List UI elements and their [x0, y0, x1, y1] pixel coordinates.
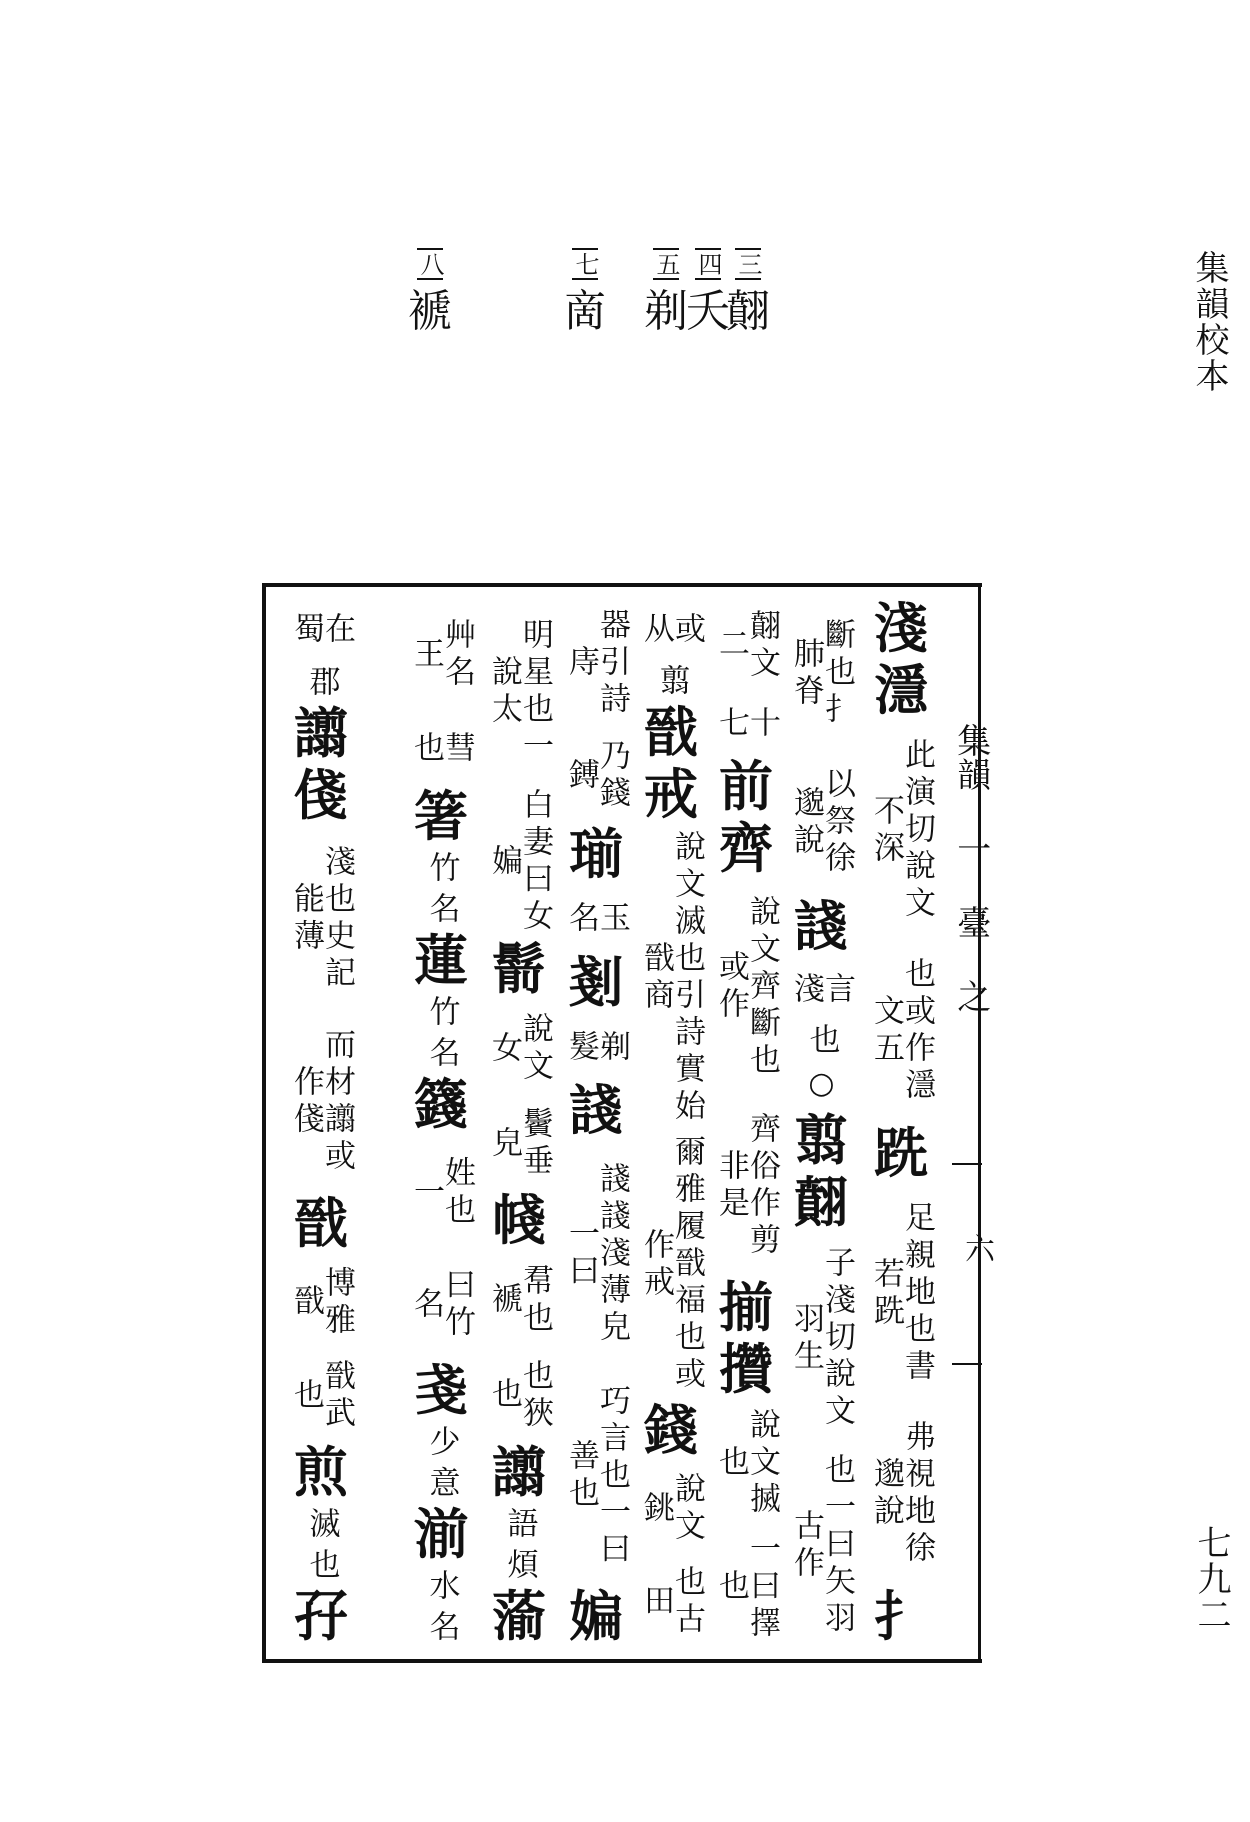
text-column	[788, 599, 855, 1649]
text-column	[563, 599, 630, 1649]
block-heart-strip	[950, 583, 994, 1663]
annotation-text: 巧言也一曰善也	[563, 1383, 630, 1569]
section-marker: ○	[804, 1066, 839, 1107]
headword-character: 前	[719, 753, 773, 818]
annotation-text: 少	[423, 1425, 460, 1462]
book-title: 集韻校本	[1189, 250, 1229, 394]
headword-character: 諓	[794, 894, 848, 958]
annotation-text: 說文銚	[638, 1472, 705, 1547]
headword-character: 剗	[569, 950, 623, 1015]
annotation-text: 淺也史記能薄	[288, 845, 355, 994]
collation-note	[563, 248, 607, 337]
annotation-text: 也狹也	[486, 1358, 553, 1433]
annotation-text: 弗視地徐邈說	[868, 1420, 935, 1569]
annotation-text: 斷也扌肺脊	[788, 618, 855, 729]
annotation-text: 此演切說文不深	[868, 738, 935, 924]
headword-character: 譾	[294, 700, 348, 765]
headword-character: 煎	[294, 1439, 348, 1504]
text-column	[713, 599, 780, 1649]
annotation-text: 說文搣也	[713, 1407, 780, 1519]
note-character: 剃	[644, 286, 688, 337]
block-heart-leaf-number: 六	[959, 1233, 994, 1263]
annotation-text: 諓諓淺薄皃一曰	[563, 1161, 630, 1347]
note-character: 褫	[408, 286, 452, 337]
headword-character: 瑐	[569, 821, 623, 886]
headword-character: 齊	[719, 815, 773, 880]
headword-character: 蓮	[414, 928, 468, 992]
annotation-text: 以祭徐邈說	[788, 767, 855, 878]
annotation-text: 一曰擇也	[713, 1531, 780, 1643]
annotation-text: 說文齊斷也或作	[713, 894, 780, 1080]
annotation-text: 名	[423, 1036, 460, 1073]
annotation-text: 言淺	[788, 971, 855, 1009]
annotation-text: 足親地也書若跣	[868, 1201, 935, 1387]
note-number: 四	[695, 248, 721, 280]
headword-character: 翸	[794, 1170, 848, 1234]
annotation-text: 水	[423, 1569, 460, 1606]
headword-character: 譾	[492, 1439, 546, 1504]
headword-character: 跣	[874, 1121, 928, 1185]
note-number: 五	[653, 248, 679, 280]
annotation-text: 子淺切說文羽生	[788, 1246, 855, 1431]
headword-character: 戩	[644, 700, 698, 765]
annotation-text: 翸文二	[713, 608, 780, 683]
note-character: 夭	[686, 286, 730, 337]
headword-character: 湔	[414, 1502, 468, 1566]
annotation-text: 也一曰矢羽古作	[788, 1453, 855, 1638]
annotation-text: 滅	[303, 1506, 340, 1544]
annotation-text: 剃髮	[563, 1029, 630, 1067]
headword-character: 籛	[414, 1072, 468, 1136]
headword-character: 揃	[719, 1274, 773, 1339]
note-character: 翸	[726, 286, 770, 337]
headword-character: 淺	[874, 596, 928, 660]
annotation-text: 器引詩庤	[563, 607, 630, 719]
headword-character: 扌	[874, 1584, 928, 1648]
annotation-text: 在蜀	[288, 612, 355, 650]
woodblock-panel	[262, 583, 994, 1663]
annotation-text: 名	[423, 892, 460, 929]
annotation-text: 十七	[713, 706, 780, 744]
headword-character: 諓	[569, 1078, 623, 1143]
block-heart-title: 集韻 一 臺 之	[950, 723, 991, 1013]
annotation-text: 竹	[423, 851, 460, 888]
annotation-text: 說文滅也引詩實始戩商	[638, 830, 705, 1127]
annotation-text: 乃錢鎛	[563, 739, 630, 814]
annotation-text: 也或作濦文五	[868, 957, 935, 1106]
annotation-text: 彗也	[408, 730, 475, 768]
annotation-text: 帬也褫	[486, 1263, 553, 1338]
annotation-text: 戩武也	[288, 1359, 355, 1434]
text-column	[408, 599, 475, 1649]
annotation-text: 曰竹名	[408, 1268, 475, 1342]
annotation-text: 博雅戩	[288, 1265, 355, 1340]
headword-character: 戩	[294, 1190, 348, 1255]
annotation-text: 而材譾或作俴	[288, 1028, 355, 1177]
headword-character: 錢	[644, 1397, 698, 1462]
text-column	[868, 596, 935, 1649]
annotation-text: 玉名	[563, 901, 630, 939]
annotation-text: 爾雅履戩福也或作戒	[638, 1135, 705, 1395]
headword-character: 攢	[719, 1336, 773, 1401]
text-column	[486, 599, 553, 1649]
headword-character: 戒	[644, 762, 698, 827]
annotation-text: 白妻曰女媥	[486, 788, 553, 937]
headword-character: 濦	[874, 658, 928, 722]
annotation-text: 竹	[423, 995, 460, 1032]
annotation-text: 語	[501, 1506, 538, 1544]
note-number: 七	[572, 248, 598, 280]
block-heart-rule	[952, 1363, 982, 1365]
note-number: 八	[417, 248, 443, 280]
annotation-text: 翦	[653, 664, 690, 702]
block-heart-rule	[952, 1163, 982, 1165]
text-column	[638, 599, 705, 1649]
note-number: 三	[735, 248, 761, 280]
annotation-text: 姓也一	[408, 1156, 475, 1230]
annotation-text: 鬢垂皃	[486, 1107, 553, 1182]
page-number: 七九二	[1191, 1525, 1231, 1633]
headword-character: 箸	[414, 784, 468, 848]
note-character: 啇	[563, 286, 607, 337]
headword-character: 帴	[492, 1188, 546, 1253]
headword-character: 翦	[794, 1108, 848, 1172]
annotation-text: 名	[423, 1610, 460, 1647]
annotation-text: 意	[423, 1466, 460, 1503]
annotation-text: 艸名王	[408, 618, 475, 692]
headword-character: 孖	[294, 1583, 348, 1648]
annotation-text: 也	[803, 1023, 840, 1060]
annotation-text: 齊俗作剪非是	[713, 1111, 780, 1260]
annotation-text: 也	[303, 1547, 340, 1585]
collation-note	[726, 248, 770, 337]
collation-note	[686, 248, 730, 337]
text-column	[288, 599, 355, 1649]
annotation-text: 郡	[303, 664, 340, 702]
annotation-text: 煩	[501, 1547, 538, 1585]
collation-note	[408, 248, 452, 337]
annotation-text: 明星也一說太	[486, 617, 553, 766]
annotation-text: 也古田	[638, 1565, 705, 1640]
headword-character: 俴	[294, 762, 348, 827]
collation-note	[644, 248, 688, 337]
headword-character: 戔	[414, 1358, 468, 1422]
annotation-text: 或从	[638, 612, 705, 650]
headword-character: 鬋	[492, 936, 546, 1001]
headword-character: 媥	[569, 1584, 623, 1648]
headword-character: 蕍	[492, 1583, 546, 1648]
annotation-text: 說文女	[486, 1012, 553, 1087]
